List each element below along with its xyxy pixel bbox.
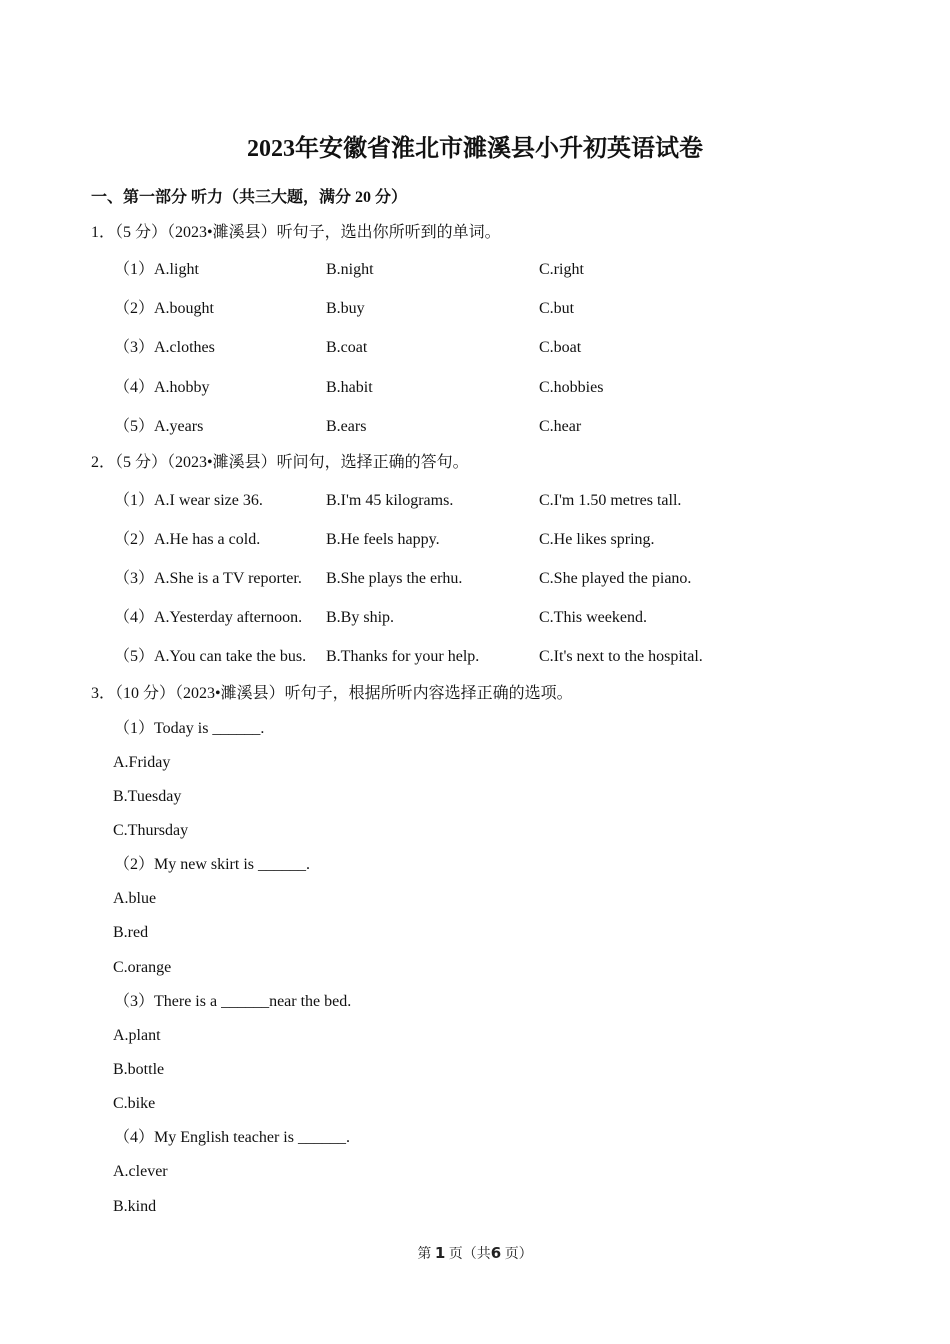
question-3-item-4-option-b: B.kind (113, 1198, 157, 1215)
option-b: B.She plays the erhu. (326, 570, 463, 587)
footer-prefix: 第 (417, 1247, 432, 1262)
option-b: B.He feels happy. (326, 531, 440, 548)
question-1-row-1 (0, 258, 950, 282)
question-3-item-3-option-a: A.plant (113, 1027, 161, 1044)
option-c: C.right (539, 261, 584, 278)
question-3-item-2-option-b: B.red (113, 924, 149, 941)
question-1-row-3 (0, 336, 950, 360)
option-b: B.By ship. (326, 609, 395, 626)
question-2-row-2 (0, 528, 950, 552)
footer-middle: 页（共 (448, 1247, 491, 1262)
question-1-row-2 (0, 297, 950, 321)
question-3-item-1-option-a: A.Friday (113, 754, 171, 771)
question-3-item-3-option-b: B.bottle (113, 1061, 165, 1078)
question-3-item-2-stem: （2）My new skirt is ______. (114, 856, 311, 873)
option-b: B.ears (326, 418, 367, 435)
option-c: C.hobbies (539, 379, 604, 396)
footer-suffix: 页） (504, 1247, 533, 1262)
question-3-item-3-stem: （3）There is a ______near the bed. (114, 993, 352, 1010)
question-3-item-2-option-a: A.blue (113, 890, 157, 907)
option-a: （4）A.hobby (114, 379, 210, 396)
footer-page-number: 1 (434, 1244, 446, 1262)
option-a: （4）A.Yesterday afternoon. (114, 609, 303, 626)
question-2-header: 2．（5 分）（2023•濉溪县）听问句，选择正确的答句。 (91, 454, 469, 471)
option-b: B.Thanks for your help. (326, 648, 480, 665)
option-c: C.boat (539, 339, 582, 356)
question-2-row-4 (0, 606, 950, 630)
section-heading-listening: 一、第一部分 听力（共三大题，满分 20 分） (91, 189, 408, 206)
page-footer (0, 1242, 950, 1266)
option-c: C.He likes spring. (539, 531, 655, 548)
footer-total-pages: 6 (490, 1244, 502, 1262)
option-b: B.habit (326, 379, 373, 396)
question-1-header: 1．（5 分）（2023•濉溪县）听句子，选出你所听到的单词。 (91, 224, 501, 241)
question-3-item-1-stem: （1）Today is ______. (114, 720, 265, 737)
option-b: B.I'm 45 kilograms. (326, 492, 454, 509)
question-3-item-4-stem: （4）My English teacher is ______. (114, 1129, 350, 1146)
option-a: （2）A.bought (114, 300, 215, 317)
option-c: C.She played the piano. (539, 570, 692, 587)
question-3-item-4-option-a: A.clever (113, 1163, 168, 1180)
question-2-row-1 (0, 489, 950, 513)
question-2-row-3 (0, 567, 950, 591)
question-3-item-2-option-c: C.orange (113, 959, 172, 976)
option-c: C.I'm 1.50 metres tall. (539, 492, 682, 509)
question-3-item-3-option-c: C.bike (113, 1095, 156, 1112)
option-a: （5）A.You can take the bus. (114, 648, 307, 665)
option-a: （2）A.He has a cold. (114, 531, 261, 548)
option-a: （3）A.She is a TV reporter. (114, 570, 302, 587)
question-2-row-5 (0, 645, 950, 669)
question-3-item-1-option-c: C.Thursday (113, 822, 189, 839)
option-a: （3）A.clothes (114, 339, 215, 356)
question-1-row-5 (0, 415, 950, 439)
question-3-item-1-option-b: B.Tuesday (113, 788, 182, 805)
question-1-row-4 (0, 376, 950, 400)
option-c: C.but (539, 300, 575, 317)
question-3-header: 3．（10 分）（2023•濉溪县）听句子，根据所听内容选择正确的选项。 (91, 685, 573, 702)
option-b: B.coat (326, 339, 368, 356)
option-a: （1）A.light (114, 261, 199, 278)
option-c: C.hear (539, 418, 582, 435)
option-b: B.buy (326, 300, 365, 317)
option-a: （1）A.I wear size 36. (114, 492, 263, 509)
option-a: （5）A.years (114, 418, 204, 435)
option-b: B.night (326, 261, 374, 278)
option-c: C.This weekend. (539, 609, 647, 626)
option-c: C.It's next to the hospital. (539, 648, 703, 665)
exam-title: 2023年安徽省淮北市濉溪县小升初英语试卷 (247, 136, 703, 162)
